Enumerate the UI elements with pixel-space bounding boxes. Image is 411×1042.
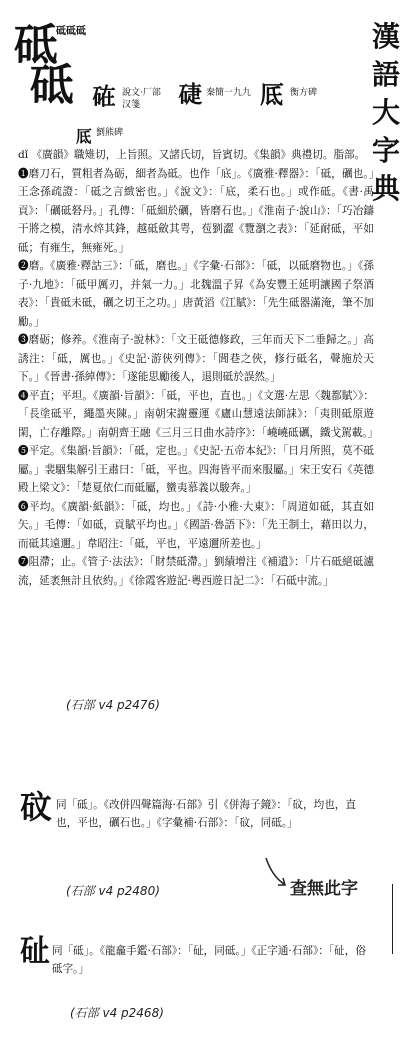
title-char: 典: [371, 172, 400, 205]
sense-4: ❹平直；平坦。《廣韻·旨韻》：「砥，平也，直也。」《文選·左思〈魏都賦〉》：「長塗砥平，繩墨夾陳。」南朝宋謝靈運《廬山慧遠法師誄》：「夷則砥原遊閑，亡存離際。」南朝齊王融《三月三日曲水詩序》：「嶢嶢砥礪，鐵戈駕載。」: [18, 389, 379, 439]
seal-source-2: 汉箋: [122, 100, 141, 110]
definition-body: [18, 146, 379, 590]
arrow-icon: [262, 856, 292, 890]
entry-3-text: 同「砥」。《龍龕手鑑·石部》：「砋，同砥。」《正字通·石部》：「砋，俗砥字。」: [52, 945, 366, 975]
sense-5: ❺平定。《集韻·旨韻》：「砥，定也。」《史記·五帝本紀》：「日月所照，莫不砥屬。」裴駰集解引王肅曰：「砥，平也。四海皆平而來服屬。」宋王安石《英德殿上梁文》：「楚夏依仁而砥屬，蠻夷慕義以駿奔。」: [18, 445, 374, 494]
entry-3-headword: 砋: [20, 934, 50, 969]
entry-2-text: 同「砥」。《改併四聲篇海·石部》引《併海子鏡》：「砇，均也，直也，平也，礪石也。」《字彙補·石部》：「砇，同砥。」: [56, 799, 356, 829]
sense-7: ❼阻滯；止。《管子·法法》：「財禁砥滯。」劉績增注《補遺》：「片石砥絕砥瀘流，延袤無計且依約。」《徐霞客遊記·粵西遊日記二》：「石砥中流。」: [18, 556, 374, 587]
handwritten-annotation: 查無此字: [290, 879, 358, 899]
header-variants: 砥砥砥: [56, 26, 86, 37]
sense-1: ❶磨刀石，質粗者為砺，細者為砥。也作「底」。《廣雅·釋器》：「砥，礪也。」王念孫疏證：「砥之言緻密也。」《說文》：「底，柔石也。」或作砥。《書·禹貢》：「礪砥砮丹。」孔傳：「砥細於礪，皆磨石也。」《淮南子·說山》：「巧冶鑄干將之模，清水焠其鋒，越砥斂其咢，苞劉澀《覽瀏之表》：「延耐砥，平如砥；有雍生，無雍死。」: [18, 167, 374, 254]
handwritten-note-3: (石部 v4 p2468): [70, 1006, 164, 1020]
pronunciation-line: dǐ 《廣韻》職雉切，上旨照。又諸氏切，旨賓切。《集韻》典禮切。脂部。: [18, 149, 366, 161]
sense-6: ❻平均。《廣韻·紙韻》：「砥，均也。」《詩·小雅·大東》：「周道如砥，其直如矢。」毛傳：「如砥，貢賦平均也。」《國語·魯語下》：「先王制土，藉田以力，而砥其遠邇。」韋昭注：「砥，平也，平遠邇所差也。」: [18, 500, 374, 550]
kai-source: 衡方碑: [290, 88, 318, 98]
small-form: 厎: [76, 127, 93, 146]
seal-source: 說文·厂部: [122, 88, 161, 98]
sense-2: ❷磨。《廣雅·釋詁三》：「砥，磨也。」《字彙·石部》：「砥，以砥磨物也。」《孫子·九地》：「砥甲厲刃，并氣一力。」北魏溫子昇《為安豐王延明讓國子祭酒表》：「貴砥未砥，礪之切王之功。」唐黃滔《江賦》：「先生砥器滿淹，筆不加勵。」: [18, 260, 374, 328]
sense-3: ❸磨砺；修养。《淮南子·說林》：「文王砥德修政，三年而天下二垂歸之。」高誘注：「砥，厲也。」《史記·游俠列傳》：「閭巷之俠，修行砥名，聲施於天下。」《晉書·孫綽傳》：「遂能思勵後人，退則砥於誤然。」: [18, 334, 374, 383]
bronze-source: 秦簡一九九: [206, 88, 252, 98]
title-char: 語: [371, 58, 400, 91]
bronze-form: 𥓐: [178, 80, 202, 109]
headword-large-2: 砥: [30, 60, 74, 111]
small-source: 劉熊碑: [96, 128, 124, 138]
seal-form: 𥒒: [92, 82, 116, 111]
entry-2-headword: 砇: [20, 788, 53, 826]
title-char: 漢: [371, 20, 400, 53]
headword-large: 砥: [14, 20, 58, 71]
handwritten-note-2: (石部 v4 p2480): [66, 884, 160, 898]
margin-line: [392, 884, 393, 954]
title-char: 大: [371, 96, 400, 129]
kai-form: 厎: [260, 80, 284, 109]
handwritten-note: (石部 v4 p2476): [66, 698, 160, 712]
title-char: 字: [371, 134, 400, 167]
